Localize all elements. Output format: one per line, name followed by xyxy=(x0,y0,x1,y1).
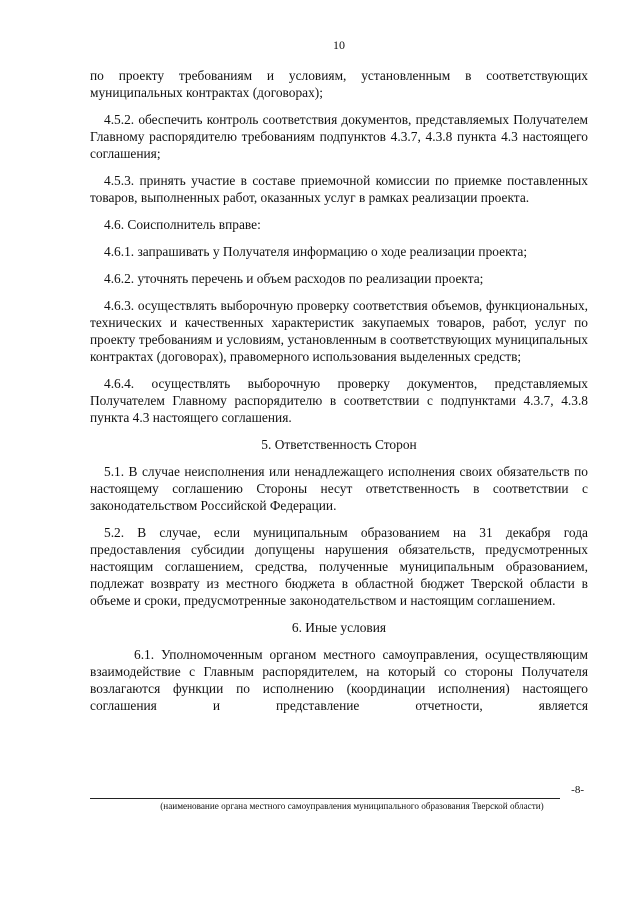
paragraph-continuation: по проекту требованиям и условиям, установленным в соответствующих муниципальных контрактах (договорах); xyxy=(90,68,588,100)
paragraph-4-6: 4.6. Соисполнитель вправе: xyxy=(104,217,261,232)
paragraph-6-1: 6.1. Уполномоченным органом местного самоуправления, осуществляющим взаимодействие с Главным распорядителем, на который со стороны Получателя возлагаются функции по исполнению (координации исполнения) настоящего соглашения и представление отчетности, является xyxy=(90,647,588,713)
paragraph-4-6-4: 4.6.4. осуществлять выборочную проверку документов, представляемых Получателем Главному распорядителю в соответствии с подпунктами 4.3.7, 4.3.8 пункта 4.3 настоящего соглашения. xyxy=(90,376,588,425)
paragraph-4-5-3: 4.5.3. принять участие в составе приемочной комиссии по приемке поставленных товаров, выполненных работ, оказанных услуг в рамках реализации проекта. xyxy=(90,173,588,205)
paragraph-4-5-2: 4.5.2. обеспечить контроль соответствия документов, представляемых Получателем Главному распорядителю требованиям подпунктов 4.3.7, 4.3.8 пункта 4.3 настоящего соглашения; xyxy=(90,112,588,161)
footer-caption: (наименование органа местного самоуправления муниципального образования Тверской области) xyxy=(160,801,544,811)
paragraph-5-2: 5.2. В случае, если муниципальным образованием на 31 декабря года предоставления субсидии допущены нарушения обязательств, предусмотренных настоящим соглашением, средства, полученные муниципальным образованием, подлежат возврату из местного бюджета в областной бюджет Тверской области в объеме и сроки, предусмотренные законодательством и настоящим соглашением. xyxy=(90,525,588,608)
paragraph-4-6-3: 4.6.3. осуществлять выборочную проверку соответствия объемов, функциональных, технических и качественных характеристик закупаемых товаров, работ, услуг по проекту требованиям и условиям, установленным в соответствующих муниципальных контрактах (договорах), правомерного использования выделенных средств; xyxy=(90,298,588,364)
fill-in-line xyxy=(90,782,584,799)
page-number: 10 xyxy=(333,38,345,52)
paragraph-5-1: 5.1. В случае неисполнения или ненадлежащего исполнения своих обязательств по настоящему соглашению Стороны несут ответственность в соответствии с законодательством Российской Федерации. xyxy=(90,464,588,513)
signature-footer xyxy=(90,782,588,811)
section-5-heading: 5. Ответственность Сторон xyxy=(261,437,417,452)
paragraph-4-6-2: 4.6.2. уточнять перечень и объем расходов по реализации проекта; xyxy=(104,271,484,286)
section-6-heading: 6. Иные условия xyxy=(291,620,387,635)
footer-page-marker: -8- xyxy=(571,784,584,796)
paragraph-4-6-1: 4.6.1. запрашивать у Получателя информацию о ходе реализации проекта; xyxy=(104,244,528,259)
document-page xyxy=(90,38,588,724)
